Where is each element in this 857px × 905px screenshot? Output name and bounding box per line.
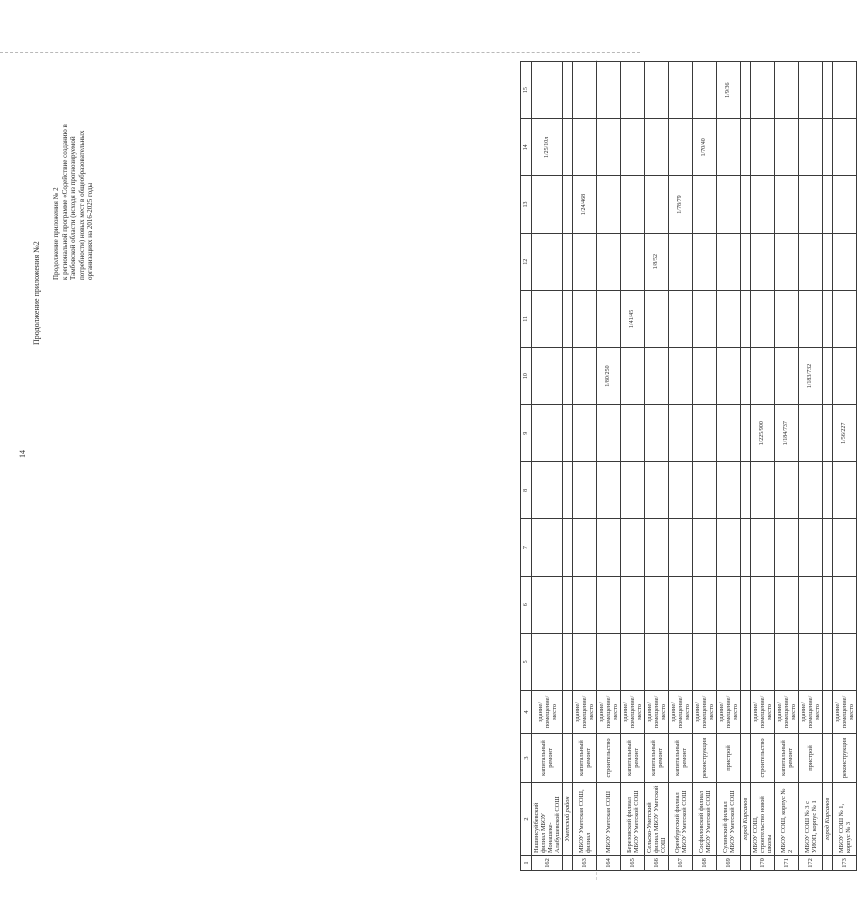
work-type: капитальный ремонт [573,734,597,783]
work-type: капитальный ремонт [775,734,799,783]
cell-empty [597,290,621,347]
cell-empty [645,347,669,404]
cell-empty [573,633,597,690]
cell-empty [741,691,751,734]
cell-empty [833,176,857,233]
year-value: 1/25/10л [532,119,563,176]
cell-empty [717,576,741,633]
cell-empty [532,176,563,233]
cell-empty [573,233,597,290]
object-name: МБОУ СОШ, строительство новой школы [751,783,775,856]
table-row [833,62,857,871]
cell-empty [751,119,775,176]
cell-empty [573,347,597,404]
cell-empty [751,62,775,119]
cell-empty [775,633,799,690]
cell-empty [645,519,669,576]
table-row [693,62,717,871]
cell-empty [751,347,775,404]
row-number: 162 [532,856,563,871]
cell-empty [741,405,751,462]
table-row [645,62,669,871]
cell-empty [751,519,775,576]
cell-empty [597,62,621,119]
cell-empty [823,347,833,404]
column-number: 12 [521,233,532,290]
cell-empty [833,633,857,690]
unit-of-measure: здание/ помещение/ место [751,691,775,734]
cell-empty [775,347,799,404]
cell-empty [833,576,857,633]
year-value: 1/56/227 [833,405,857,462]
column-number: 4 [521,691,532,734]
row-number: 170 [751,856,775,871]
cell-empty [741,62,751,119]
cell-empty [799,290,823,347]
cell-empty [621,462,645,519]
cell-empty [751,233,775,290]
cell-empty [669,62,693,119]
continuation-title: Продолжение приложения №2 [32,241,41,345]
row-number: 168 [693,856,717,871]
object-name: Березовский филиал МБОУ Уметской СОШ [621,783,645,856]
cell-empty [645,576,669,633]
cell-empty [741,633,751,690]
work-type: капитальный ремонт [645,734,669,783]
cell-empty [823,633,833,690]
cell-empty [741,347,751,404]
cell-empty [621,519,645,576]
cell-empty [645,633,669,690]
unit-of-measure: здание/ помещение/ место [833,691,857,734]
district-row [823,62,833,871]
cell-empty [645,176,669,233]
cell-empty [823,734,833,783]
cell-empty [775,62,799,119]
column-number: 1 [521,856,532,871]
cell-empty [597,519,621,576]
cell-empty [693,576,717,633]
cell-empty [669,519,693,576]
cell-empty [532,62,563,119]
cell-empty [751,576,775,633]
cell-empty [693,233,717,290]
cell-empty [693,62,717,119]
header-line: потребности) новых мест в общеобразовательных [77,130,86,280]
cell-empty [693,462,717,519]
unit-of-measure: здание/ помещение/ место [799,691,823,734]
cell-empty [741,519,751,576]
cell-empty [693,405,717,462]
cell-empty [693,347,717,404]
cell-empty [823,176,833,233]
cell-empty [621,176,645,233]
work-type: капитальный ремонт [669,734,693,783]
cell-empty [669,405,693,462]
cell-empty [775,119,799,176]
cell-empty [751,176,775,233]
cell-empty [741,734,751,783]
cell-empty [645,119,669,176]
cell-empty [621,62,645,119]
unit-of-measure: здание/ помещение/ место [573,691,597,734]
cell-empty [563,691,573,734]
cell-empty [833,233,857,290]
table-row [532,62,563,871]
column-number: 7 [521,519,532,576]
cell-empty [717,462,741,519]
cell-empty [741,576,751,633]
unit-of-measure: здание/ помещение/ место [717,691,741,734]
cell-empty [717,119,741,176]
cell-empty [741,290,751,347]
row-number: 164 [597,856,621,871]
cell-empty [621,347,645,404]
cell-empty [621,119,645,176]
object-name: Оренбургский филиал МБОУ Уметской СОШ [669,783,693,856]
header-line: организациях на 2016-2025 годы [86,182,95,280]
object-name: Сулинский филиал МБОУ Уметской СОШ [717,783,741,856]
header-line: Тамбовской области (исходя из прогнозируемой [69,136,78,280]
object-name: Сельско-Уметский филиал МБОУ Уметской СОШ [645,783,669,856]
cell-empty [669,576,693,633]
cell-empty [775,290,799,347]
year-value: 1/24/468 [573,176,597,233]
cell-empty [751,462,775,519]
table-row [751,62,775,871]
cell-empty [823,119,833,176]
district-name: город Кирсанов [741,783,751,856]
object-name: МБОУ СОШ № 3 с УИОП, корпус № 1 [799,783,823,856]
cell-empty [775,462,799,519]
cell-empty [833,290,857,347]
work-type: пристрой [717,734,741,783]
cell-empty [823,62,833,119]
cell-empty [741,176,751,233]
cell-empty [693,290,717,347]
cell-empty [799,462,823,519]
district-row [563,62,573,871]
cell-empty [563,176,573,233]
page-number: 14 [18,450,27,458]
cell-empty [717,633,741,690]
column-number: 6 [521,576,532,633]
cell-empty [563,633,573,690]
work-type: пристрой [799,734,823,783]
cell-empty [532,519,563,576]
cell-empty [717,290,741,347]
cell-empty [823,576,833,633]
cell-empty [573,576,597,633]
row-number: 171 [775,856,799,871]
cell-empty [775,519,799,576]
unit-of-measure: здание/ помещение/ место [645,691,669,734]
unit-of-measure: здание/ помещение/ место [775,691,799,734]
cell-empty [833,347,857,404]
cell-empty [597,405,621,462]
cell-empty [532,290,563,347]
cell-empty [833,119,857,176]
cell-empty [799,119,823,176]
cell-empty [597,176,621,233]
appendix-header [52,80,95,280]
cell-empty [563,290,573,347]
cell-empty [621,233,645,290]
cell-empty [799,176,823,233]
year-value: 1/184/737 [775,405,799,462]
cell-empty [693,176,717,233]
cell-empty [833,462,857,519]
cell-empty [741,856,751,871]
cell-empty [563,405,573,462]
header-line: Продолжение приложения № 2 [52,187,60,280]
row-number: 163 [573,856,597,871]
cell-empty [741,119,751,176]
cell-empty [833,62,857,119]
cell-empty [741,462,751,519]
cell-empty [751,633,775,690]
object-name: МБОУ СОШ № 1, корпус № 3 [833,783,857,856]
cell-empty [799,633,823,690]
cell-empty [741,233,751,290]
table-row [573,62,597,871]
district-name: Уметский район [563,783,573,856]
district-name: город Кирсанов [823,783,833,856]
cell-empty [563,62,573,119]
cell-empty [563,856,573,871]
row-number: 169 [717,856,741,871]
cell-empty [823,462,833,519]
year-value: 1/78/79 [669,176,693,233]
row-number: 166 [645,856,669,871]
unit-of-measure: здание/ помещение/ место [621,691,645,734]
cell-empty [597,119,621,176]
year-value: 1/70/40 [693,119,717,176]
column-number: 3 [521,734,532,783]
cell-empty [693,633,717,690]
column-number: 5 [521,633,532,690]
cell-empty [669,633,693,690]
cell-empty [823,691,833,734]
cell-empty [532,633,563,690]
cell-empty [573,62,597,119]
work-type: реконструкция [833,734,857,783]
column-number: 15 [521,62,532,119]
cell-empty [597,462,621,519]
table-row [597,62,621,871]
object-name: МБОУ СОШ, корпус № 2 [775,783,799,856]
year-value: 1/41/45 [621,290,645,347]
cell-empty [573,405,597,462]
cell-empty [669,233,693,290]
cell-empty [693,519,717,576]
cell-empty [717,176,741,233]
column-number: 14 [521,119,532,176]
cell-empty [799,233,823,290]
cell-empty [563,734,573,783]
year-value: 1/8/52 [645,233,669,290]
year-value: 1/225/900 [751,405,775,462]
column-number: 9 [521,405,532,462]
cell-empty [823,233,833,290]
cell-empty [563,519,573,576]
cell-empty [799,62,823,119]
unit-of-measure: здание/ помещение/ место [532,691,563,734]
column-number: 10 [521,347,532,404]
cell-empty [717,519,741,576]
object-name: МБОУ Уметская СОШ, филиал [573,783,597,856]
row-number: 172 [799,856,823,871]
cell-empty [799,576,823,633]
cell-empty [532,405,563,462]
cell-empty [573,290,597,347]
cell-empty [645,290,669,347]
cell-empty [645,462,669,519]
cell-empty [775,176,799,233]
cell-empty [532,233,563,290]
investment-table [520,61,857,871]
cell-empty [573,462,597,519]
cell-empty [563,576,573,633]
cell-empty [621,405,645,462]
column-number: 2 [521,783,532,856]
cell-empty [823,856,833,871]
table-row [621,62,645,871]
cell-empty [775,576,799,633]
cell-empty [563,347,573,404]
table-row [669,62,693,871]
cell-empty [833,519,857,576]
cell-empty [563,119,573,176]
work-type: капитальный ремонт [532,734,563,783]
cell-empty [669,290,693,347]
column-number: 13 [521,176,532,233]
cell-empty [669,347,693,404]
column-number: 11 [521,290,532,347]
column-number: 8 [521,462,532,519]
cell-empty [573,519,597,576]
cell-empty [669,462,693,519]
unit-of-measure: здание/ помещение/ место [669,691,693,734]
row-number: 167 [669,856,693,871]
cell-empty [532,576,563,633]
row-number: 165 [621,856,645,871]
unit-of-measure: здание/ помещение/ место [693,691,717,734]
cell-empty [563,462,573,519]
cell-empty [717,405,741,462]
district-row [741,62,751,871]
cell-empty [717,233,741,290]
work-type: строительство [597,734,621,783]
unit-of-measure: здание/ помещение/ место [597,691,621,734]
object-name: МБОУ Уметская СОШ [597,783,621,856]
table-row [717,62,741,871]
cell-empty [621,576,645,633]
year-value: 1/183/732 [799,347,823,404]
work-type: капитальный ремонт [621,734,645,783]
work-type: строительство [751,734,775,783]
row-number: 173 [833,856,857,871]
cell-empty [751,290,775,347]
cell-empty [717,347,741,404]
work-type: реконструкция [693,734,717,783]
table-header-row [521,62,532,871]
cell-empty [775,233,799,290]
cell-empty [573,119,597,176]
cell-empty [597,233,621,290]
cell-empty [799,405,823,462]
cell-empty [621,633,645,690]
cell-empty [645,405,669,462]
cell-empty [823,290,833,347]
table-row [775,62,799,871]
cell-empty [532,462,563,519]
year-value: 1/9/36 [717,62,741,119]
table-body [521,62,857,871]
cell-empty [669,119,693,176]
cell-empty [597,576,621,633]
cell-empty [823,519,833,576]
object-name: Нашинсуйбевский филиал МБОУ Монашеке-Алабушевской СОШ [532,783,563,856]
cell-empty [532,347,563,404]
cell-empty [563,233,573,290]
header-line: к региональной программе «Содействие созданию в [60,124,69,280]
year-value: 1/80/250 [597,347,621,404]
cell-empty [823,405,833,462]
object-name: Сосфиловский филиал МБОУ Уметской СОШ [693,783,717,856]
cell-empty [645,62,669,119]
cell-empty [799,519,823,576]
table-row [799,62,823,871]
cell-empty [597,633,621,690]
